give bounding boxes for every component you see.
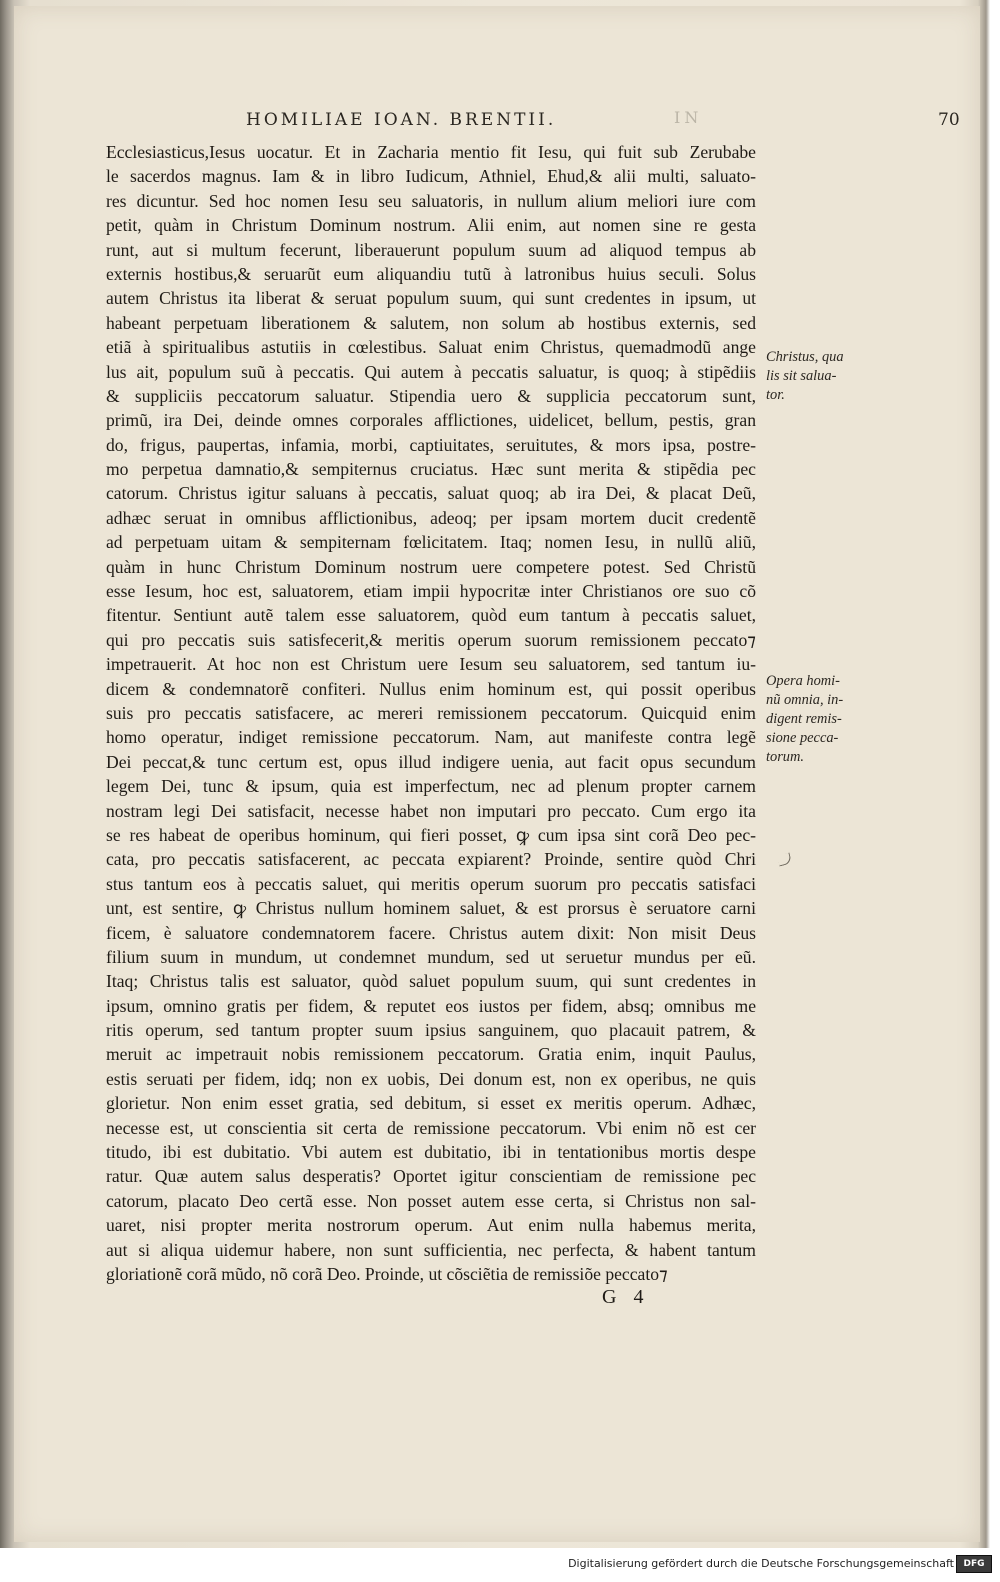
text-line: unt, est sentire, ꝙ Christus nullum hominem saluet, & est prorsus è seruatore carni xyxy=(106,898,756,919)
text-line: ritis operum, sed tantum propter suum ipsius sanguinem, quo placauit patrem, & xyxy=(106,1020,756,1041)
text-line: Ecclesiasticus,Iesus uocatur. Et in Zacharia mentio fit Iesu, qui fuit sub Zerubabe xyxy=(106,142,756,162)
marginal-note-christus xyxy=(766,348,866,405)
text-line: ficem, è saluatore condemnatorem facere. Christus autem dixit: Non misit Deus xyxy=(106,922,756,943)
dfg-logo: DFG xyxy=(956,1555,992,1573)
text-line: catorum, placato Deo certã esse. Non posset autem esse certa, si Christus non sal- xyxy=(106,1190,756,1211)
body-text xyxy=(106,140,756,1286)
text-line: Dei peccat,& tunc certum est, opus illud indigere uenia, aut facit opus secundum xyxy=(106,751,756,772)
text-line: ad perpetuam uitam & sempiternam fœlicitatem. Itaq; nomen Iesu, in nullũ aliũ, xyxy=(106,532,756,553)
text-line: runt, aut si multum fecerunt, liberauerunt populum suum ad aliquod tempus ab xyxy=(106,239,756,260)
text-line: gloriationẽ corã mũdo, nõ corã Deo. Proinde, ut cõsciẽtia de remissiõe peccato⁊ xyxy=(106,1263,668,1284)
signature-mark: G 4 xyxy=(602,1286,650,1308)
text-line: adhæc seruat in omnibus afflictionibus, adeoq; per ipsam mortem ducit credentẽ xyxy=(106,507,756,528)
marginal-note-line: nũ omnia, in- xyxy=(766,692,844,708)
running-title: HOMILIAE IOAN. BRENTII. xyxy=(246,110,557,130)
text-line: meruit ac impetrauit nobis remissionem peccatorum. Gratia enim, inquit Paulus, xyxy=(106,1044,756,1065)
text-line: autem Christus ita liberat & seruat populum suum, qui sunt credentes in ipsum, ut xyxy=(106,288,756,309)
text-line: lus ait, populum suũ à peccatis. Qui autem à peccatis saluatur, is quoq; à stipẽdiis xyxy=(106,361,756,382)
text-line: mo perpetua damnatio,& sempiternus cruciatus. Hæc sunt merita & stipẽdia pec xyxy=(106,459,756,480)
text-line: dicem & condemnatorẽ confiteri. Nullus enim hominum est, qui possit operibus xyxy=(106,678,756,699)
text-line: & suppliciis peccatorum saluatur. Stipendia uero & supplicia peccatorum sunt, xyxy=(106,385,756,406)
text-line: stus tantum eos à peccatis saluet, qui meritis operum suorum pro peccatis satisfaci xyxy=(106,873,756,894)
folio-number: 70 xyxy=(938,110,960,130)
text-line: suis pro peccatis satisfacere, ac mereri remissionem peccatorum. Quicquid enim xyxy=(106,702,756,723)
text-line: do, frigus, paupertas, infamia, morbi, captiuitates, seruitutes, & mors ipsa, postre- xyxy=(106,434,756,455)
text-line: se res habeat de operibus hominum, qui fieri posset, ꝙ cum ipsa sint corã Deo pec- xyxy=(106,824,756,845)
text-line: estis seruati per fidem, idq; non ex uobis, Dei donum est, non ex operibus, ne quis xyxy=(106,1068,756,1089)
text-line: glorietur. Non enim esset gratia, sed debitum, si esset ex meritis operum. Adhæc, xyxy=(106,1093,756,1114)
text-line: le sacerdos magnus. Iam & in libro Iudicum, Athniel, Ehud,& alii multi, saluato- xyxy=(106,166,756,187)
text-line: etiã à spiritualibus astutiis in cœlestibus. Saluat enim Christus, quemadmodũ ange xyxy=(106,337,756,358)
text-line: impetrauerit. At hoc non est Christum uere Iesum seu saluatorem, sed tantum iu- xyxy=(106,654,756,675)
text-line: titudo, ibi est dubitatio. Vbi autem est dubitatio, ibi in tentationibus mortis despe xyxy=(106,1142,756,1163)
marginal-note-line: tor. xyxy=(766,387,785,403)
text-line: aut si aliqua uidemur habere, non sunt sufficientia, nec perfecta, & habent tantum xyxy=(106,1239,756,1260)
text-line: habeant perpetuam liberationem & salutem, non solum ab hostibus externis, sed xyxy=(106,312,756,333)
marginal-note-line: Christus, qua xyxy=(766,349,844,365)
marginal-note-line: sione pecca- xyxy=(766,730,839,746)
text-line: externis hostibus,& seruarũt eum aliquandiu tutũ à latronibus huius seculi. Solus xyxy=(106,263,756,284)
marginal-note-line: Opera homi- xyxy=(766,673,840,689)
text-line: legem Dei, tunc & ipsum, quia est imperfectum, nec ad plenum propter carnem xyxy=(106,776,756,797)
text-line: esse Iesum, hoc est, saluatorem, etiam impii hypocritæ inter Christianos ore suo cõ xyxy=(106,581,756,602)
text-line: fitentur. Sentiunt autẽ talem esse saluatorem, quòd eum tantum à peccatis saluet, xyxy=(106,605,756,626)
marginal-note-line: lis sit salua- xyxy=(766,368,837,384)
margin-ink-mark xyxy=(777,853,792,867)
text-line: quàm in hunc Christum Dominum nostrum uere competere potest. Sed Christũ xyxy=(106,556,756,577)
text-line: ipsum, omnino gratis per fidem, & reputet eos iustos per fidem, absq; omnibus me xyxy=(106,995,756,1016)
text-line: Itaq; Christus talis est saluator, quòd saluet populum suum, qui sunt credentes in xyxy=(106,971,756,992)
text-line: petit, quàm in Christum Dominum nostrum. Alii enim, aut nomen sine re gesta xyxy=(106,215,756,236)
text-line: catorum. Christus igitur saluans à peccatis, saluat quoq; ab ira Dei, & placat Deũ, xyxy=(106,483,756,504)
text-line: necesse est, ut conscientia sit certa de remissione peccatorum. Vbi enim nõ est cer xyxy=(106,1117,756,1138)
marginal-note-opera xyxy=(766,672,866,767)
text-line: ratur. Quæ autem salus desperatis? Oportet igitur conscientiam de remissione pec xyxy=(106,1166,756,1187)
text-line: cata, pro peccatis satisfacerent, ac peccata expiarent? Proinde, sentire quòd Chri xyxy=(106,849,756,870)
text-line: nostram legi Dei satisfacit, necesse habet non imputari pro peccato. Cum ergo ita xyxy=(106,800,756,821)
text-line: res dicuntur. Sed hoc nomen Iesu seu saluatoris, in nullum alium meliori iure com xyxy=(106,190,756,211)
marginal-note-line: digent remis- xyxy=(766,711,842,727)
text-line: qui pro peccatis suis satisfecerit,& meritis operum suorum remissionem peccato⁊ xyxy=(106,629,756,650)
marginal-note-line: torum. xyxy=(766,749,804,765)
bleed-through-text: IN xyxy=(674,108,703,127)
text-line: primũ, ira Dei, deinde omnes corporales afflictiones, uidelicet, bellum, pestis, gran xyxy=(106,410,756,431)
text-line: uaret, nisi propter merita nostrorum operum. Aut enim nulla habemus merita, xyxy=(106,1215,756,1236)
text-line: homo operatur, indiget remissione peccatorum. Nam, aut manifeste contra legẽ xyxy=(106,727,756,748)
funding-credit: Digitalisierung gefördert durch die Deutsche Forschungsgemeinschaft xyxy=(568,1557,954,1570)
text-line: filium suum in mundum, ut condemnet mundum, sed ut seruetur mundus per eũ. xyxy=(106,946,756,967)
book-page xyxy=(14,6,980,1542)
